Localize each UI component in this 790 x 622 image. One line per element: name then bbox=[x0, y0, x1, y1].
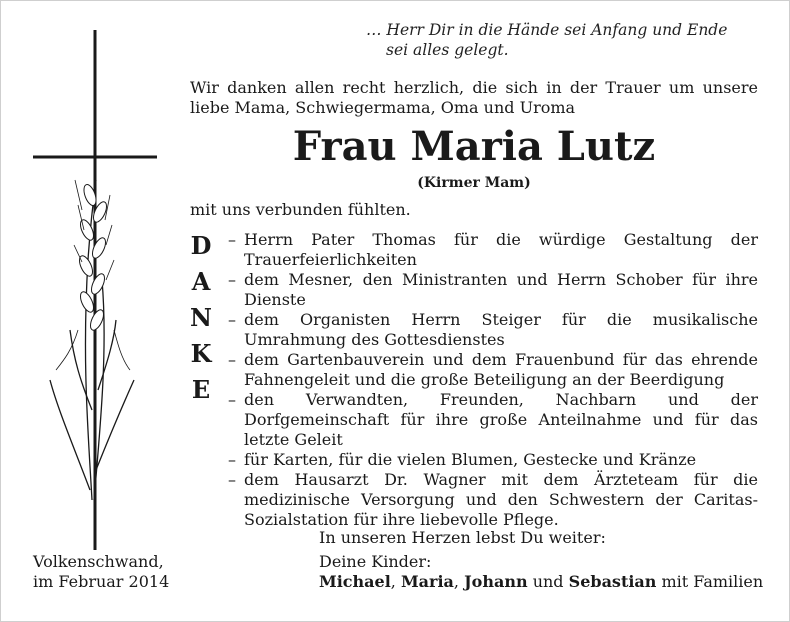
danke-letter: K bbox=[190, 339, 212, 368]
intro-text: Wir danken allen recht herzlich, die sich in der Trauer um unsere liebe Mama, Schwiegermama, Oma und Uroma bbox=[190, 78, 758, 117]
cross-with-wheat-icon bbox=[30, 30, 160, 550]
child-name: Sebastian bbox=[568, 572, 657, 591]
thanks-item: – dem Mesner, den Ministranten und Herrn Schober für ihre Dienste bbox=[228, 270, 758, 310]
child-name: Johann bbox=[464, 572, 528, 591]
thanks-item: – dem Hausarzt Dr. Wagner mit dem Ärzteteam für die medizinische Versorgung und den Schwestern der Caritas-Sozialstation für ihre liebevolle Pflege. bbox=[228, 470, 758, 530]
children-label: Deine Kinder: bbox=[319, 552, 432, 571]
place-text: Volkenschwand, bbox=[33, 552, 164, 571]
thanks-list bbox=[228, 230, 758, 530]
thanks-item: – für Karten, für die vielen Blumen, Gestecke und Kränze bbox=[228, 450, 758, 470]
name-and: und bbox=[527, 572, 569, 591]
children-names bbox=[319, 572, 763, 592]
closing-line: In unseren Herzen lebst Du weiter: bbox=[319, 528, 606, 547]
motto-line-2: sei alles gelegt. bbox=[386, 41, 509, 59]
date-text: im Februar 2014 bbox=[33, 572, 170, 591]
danke-letter: E bbox=[191, 375, 211, 404]
danke-letter: A bbox=[191, 267, 211, 296]
name-separator: , bbox=[453, 572, 465, 591]
child-name: Maria bbox=[400, 572, 454, 591]
deceased-name: Frau Maria Lutz bbox=[292, 123, 656, 170]
thanks-item: – Herrn Pater Thomas für die würdige Gestaltung der Trauerfeierlichkeiten bbox=[228, 230, 758, 270]
danke-letter: N bbox=[190, 303, 212, 332]
danke-vertical bbox=[186, 232, 216, 412]
families-suffix: mit Familien bbox=[656, 572, 764, 591]
motto-quote bbox=[366, 20, 786, 60]
thanks-item: – den Verwandten, Freunden, Nachbarn und der Dorfgemeinschaft für ihre große Anteilnahme und für das letzte Geleit bbox=[228, 390, 758, 450]
motto-line-1: … Herr Dir in die Hände sei Anfang und Ende bbox=[366, 21, 728, 39]
name-separator: , bbox=[390, 572, 401, 591]
child-name: Michael bbox=[319, 572, 391, 591]
thanks-item: – dem Gartenbauverein und dem Frauenbund für das ehrende Fahnengeleit und die große Beteiligung an der Beerdigung bbox=[228, 350, 758, 390]
danke-letter: D bbox=[190, 231, 212, 260]
deceased-nickname: (Kirmer Mam) bbox=[417, 175, 531, 191]
thanks-item: – dem Organisten Herrn Steiger für die musikalische Umrahmung des Gottesdienstes bbox=[228, 310, 758, 350]
with-us-text: mit uns verbunden fühlten. bbox=[190, 200, 411, 219]
